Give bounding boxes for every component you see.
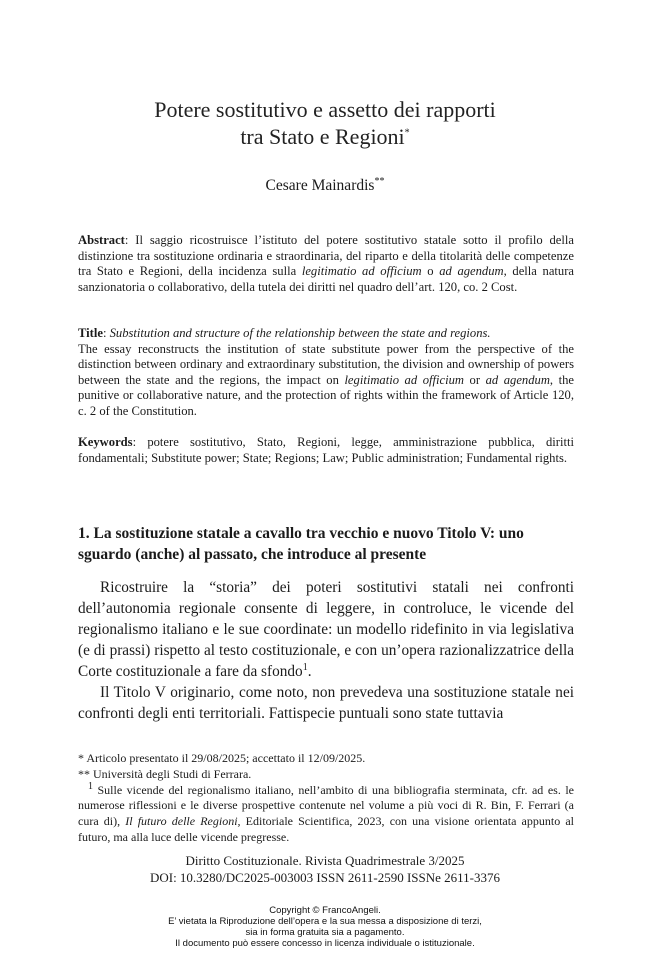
keywords-text: : potere sostitutivo, Stato, Regioni, legge, amministrazione pubblica, diritti fondamentali; Substitute power; State; Regions; Law; Public administration; Fundamental rights. <box>78 435 574 465</box>
english-text-2: or <box>463 372 486 387</box>
title-line-1: Potere sostitutivo e assetto dei rapporti <box>154 97 496 122</box>
keywords-label: Keywords <box>78 435 133 449</box>
english-text-3: , the punitive or collaborative nature, and the protection of rights within the framework of Article 120, c. 2 of the Constitution. <box>78 372 575 418</box>
english-title-label: Title <box>78 326 103 340</box>
english-title: Substitution and structure of the relationship between the state and regions. <box>109 326 491 340</box>
body-paragraph-2: Il Titolo V originario, come noto, non prevedeva una sostituzione statale nei confronti degli enti territoriali. Fattispecie puntuali sono state tuttavia <box>78 684 574 722</box>
abstract-text-1: : Il saggio ricostruisce l’istituto del potere sostitutivo statale sotto il profilo della distinzione tra sostituzione ordinaria e straordinaria, del riparto e della titolarità delle competenze tra Stato e Regioni, della incidenza sulla <box>78 233 574 279</box>
footnote-ref-1: 1 <box>302 661 308 673</box>
copyright-notice <box>0 905 650 949</box>
footnote-1-text-1: Sulle vicende del regionalismo italiano, nell’ambito di una bibliografia sterminata, cfr. ad es. le numerose riflessioni e le diverse prospettive contenute nel volume a più voci di R. Bin, F. Ferrari (a cura di), <box>78 782 574 829</box>
journal-info <box>0 852 650 886</box>
abstract-label: Abstract <box>78 233 125 247</box>
paragraph-1-end: . <box>307 663 312 680</box>
journal-doi-line: DOI: 10.3280/DC2025-003003 ISSN 2611-2590 ISSNe 2611-3376 <box>149 870 501 885</box>
title-footnote-mark: * <box>404 127 410 139</box>
journal-line-1: Diritto Costituzionale. Rivista Quadrimestrale 3/2025 <box>185 853 465 868</box>
title-line-2-text: tra Stato e Regioni <box>240 124 405 149</box>
abstract-italic-2: ad agendum <box>439 264 504 279</box>
copyright-line-3: sia in forma gratuita sia a pagamento. <box>245 927 405 938</box>
author-text: Cesare Mainardis <box>265 177 375 194</box>
copyright-line-1: Copyright © FrancoAngeli. <box>269 905 381 916</box>
abstract-italic-1: legitimatio ad officium <box>301 264 422 279</box>
english-title-colon: : <box>102 326 110 340</box>
section-heading: 1. La sostituzione statale a cavallo tra vecchio e nuovo Titolo V: uno sguardo (anche) al passato, che introduce al presente <box>78 525 524 563</box>
english-italic-2: ad agendum <box>485 372 550 387</box>
author-name <box>0 176 650 196</box>
english-italic-1: legitimatio ad officium <box>344 372 464 387</box>
footnote-star: * Articolo presentato il 29/08/2025; accettato il 12/09/2025. <box>78 751 366 765</box>
abstract-text-3: , della natura sanzionatoria o collaborativo, della tutela dei diritti nel quadro dell’art. 120, co. 2 Cost. <box>78 264 575 294</box>
footnote-1-mark: 1 <box>88 780 93 792</box>
paragraph-1-text: Ricostruire la “storia” dei poteri sostitutivi statali nei confronti dell’autonomia regionale consente di leggere, in controluce, le vicende del regionalismo italiano e le sue coordinate: un modello ridefinito in via legislativa (e di prassi) rispetto al testo costituzionale, e con un’opera razionalizzatrice della Corte costituzionale a fare da sfondo <box>78 579 574 680</box>
body-paragraph-1 <box>78 577 574 682</box>
footnotes <box>78 751 574 846</box>
footnote-1-italic: Il futuro delle Regioni, <box>125 814 241 829</box>
copyright-line-2: E’ vietata la Riproduzione dell’opera e la sua messa a disposizione di terzi, <box>168 916 482 927</box>
english-text-1: The essay reconstructs the institution of state substitute power from the perspective of the distinction between ordinary and extraordinary substitution, the division and ownership of powers between the state and the regions, the impact on <box>78 341 574 387</box>
abstract-text-2: o <box>421 264 440 279</box>
footnote-1 <box>78 780 574 846</box>
body-text <box>78 577 574 724</box>
keywords-block <box>78 435 574 466</box>
footnote-1-text-2: Editoriale Scientifica, 2023, con una visione orientata appunto al futuro, ma alla luce delle vicende pregresse. <box>78 814 574 844</box>
copyright-line-4: Il documento può essere concesso in licenza individuale o istituzionale. <box>175 938 475 949</box>
title-line-2 <box>0 123 650 150</box>
english-abstract-block <box>78 326 574 420</box>
author-footnote-mark: ** <box>374 175 385 187</box>
abstract-block <box>78 233 574 295</box>
article-title <box>0 96 650 150</box>
footnote-double-star: ** Università degli Studi di Ferrara. <box>78 766 252 781</box>
